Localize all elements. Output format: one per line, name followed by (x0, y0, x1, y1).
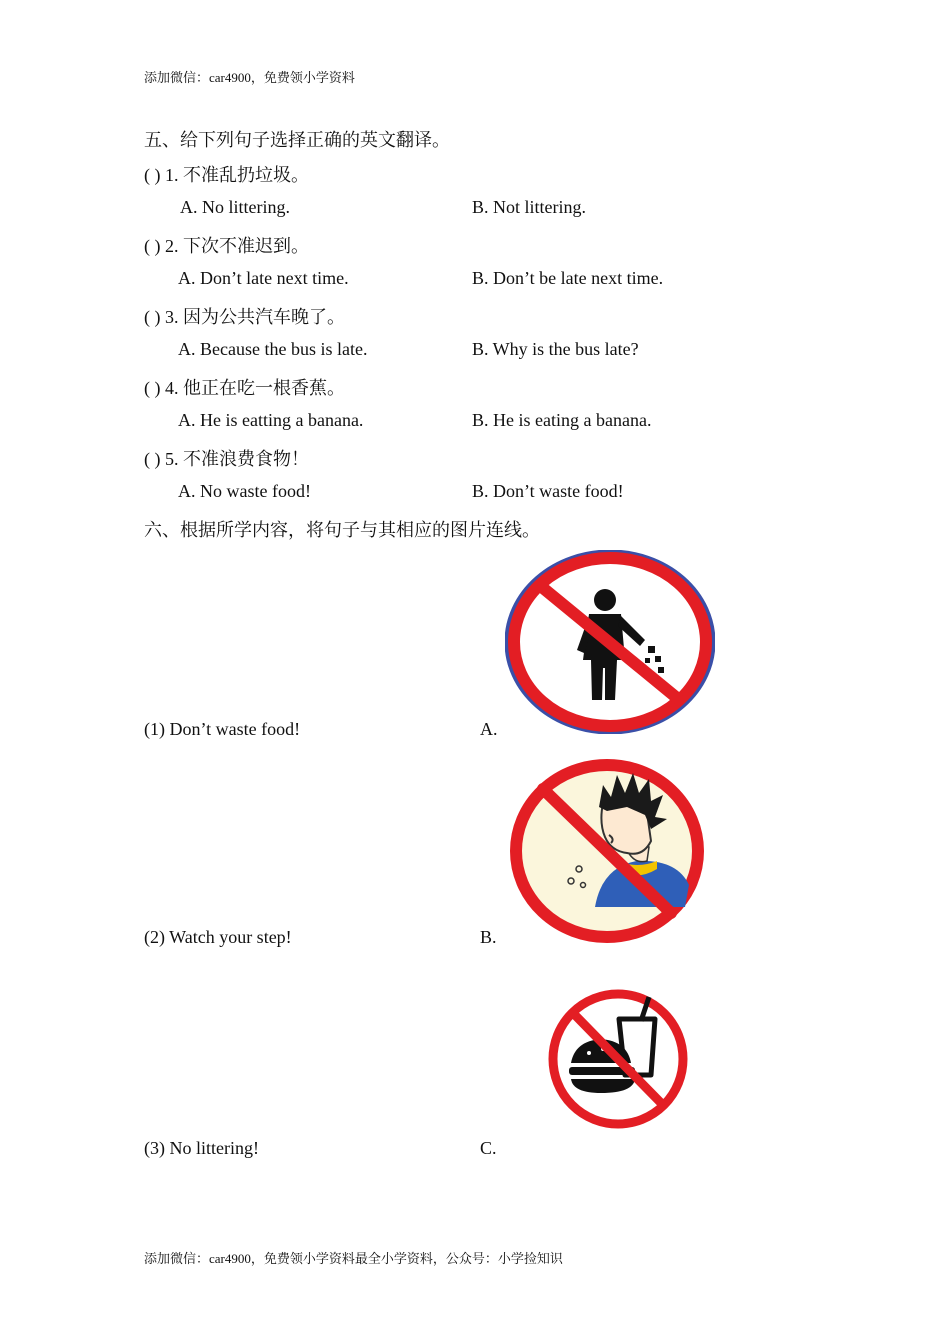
question-3-stem: ( ) 3. 因为公共汽车晚了。 (144, 307, 345, 327)
match-option-a-label: A. (480, 719, 498, 739)
section6-title: 六、根据所学内容，将句子与其相应的图片连线。 (144, 520, 540, 540)
question-2-stem: ( ) 2. 下次不准迟到。 (144, 236, 309, 256)
match-sentence-1: (1) Don’t waste food! (144, 719, 301, 739)
question-1-stem: ( ) 1. 不准乱扔垃圾。 (144, 165, 309, 185)
question-3-option-a: A. Because the bus is late. (178, 339, 368, 359)
match-option-b-label: B. (480, 927, 497, 947)
question-4-option-a: A. He is eatting a banana. (178, 410, 364, 430)
match-option-c-label: C. (480, 1138, 497, 1158)
no-spitting-sign-icon (507, 757, 707, 945)
section5-title: 五、给下列句子选择正确的英文翻译。 (144, 130, 450, 150)
question-2-option-b: B. Don’t be late next time. (472, 268, 664, 288)
question-1-option-a: A. No littering. (180, 197, 290, 217)
question-4-option-b: B. He is eating a banana. (472, 410, 652, 430)
no-littering-sign-icon (505, 550, 715, 734)
page-header: 添加微信：car4900，免费领小学资料 (144, 70, 355, 85)
question-3-option-b: B. Why is the bus late? (472, 339, 639, 359)
no-food-sign-icon (545, 983, 691, 1135)
question-1-option-b: B. Not littering. (472, 197, 586, 217)
page-footer: 添加微信：car4900，免费领小学资料最全小学资料，公众号：小学捡知识 (144, 1251, 563, 1266)
match-sentence-3: (3) No littering! (144, 1138, 259, 1158)
question-4-stem: ( ) 4. 他正在吃一根香蕉。 (144, 378, 345, 398)
question-5-stem: ( ) 5. 不准浪费食物！ (144, 449, 309, 469)
question-5-option-a: A. No waste food! (178, 481, 311, 501)
match-sentence-2: (2) Watch your step! (144, 927, 292, 947)
question-5-option-b: B. Don’t waste food! (472, 481, 624, 501)
question-2-option-a: A. Don’t late next time. (178, 268, 349, 288)
